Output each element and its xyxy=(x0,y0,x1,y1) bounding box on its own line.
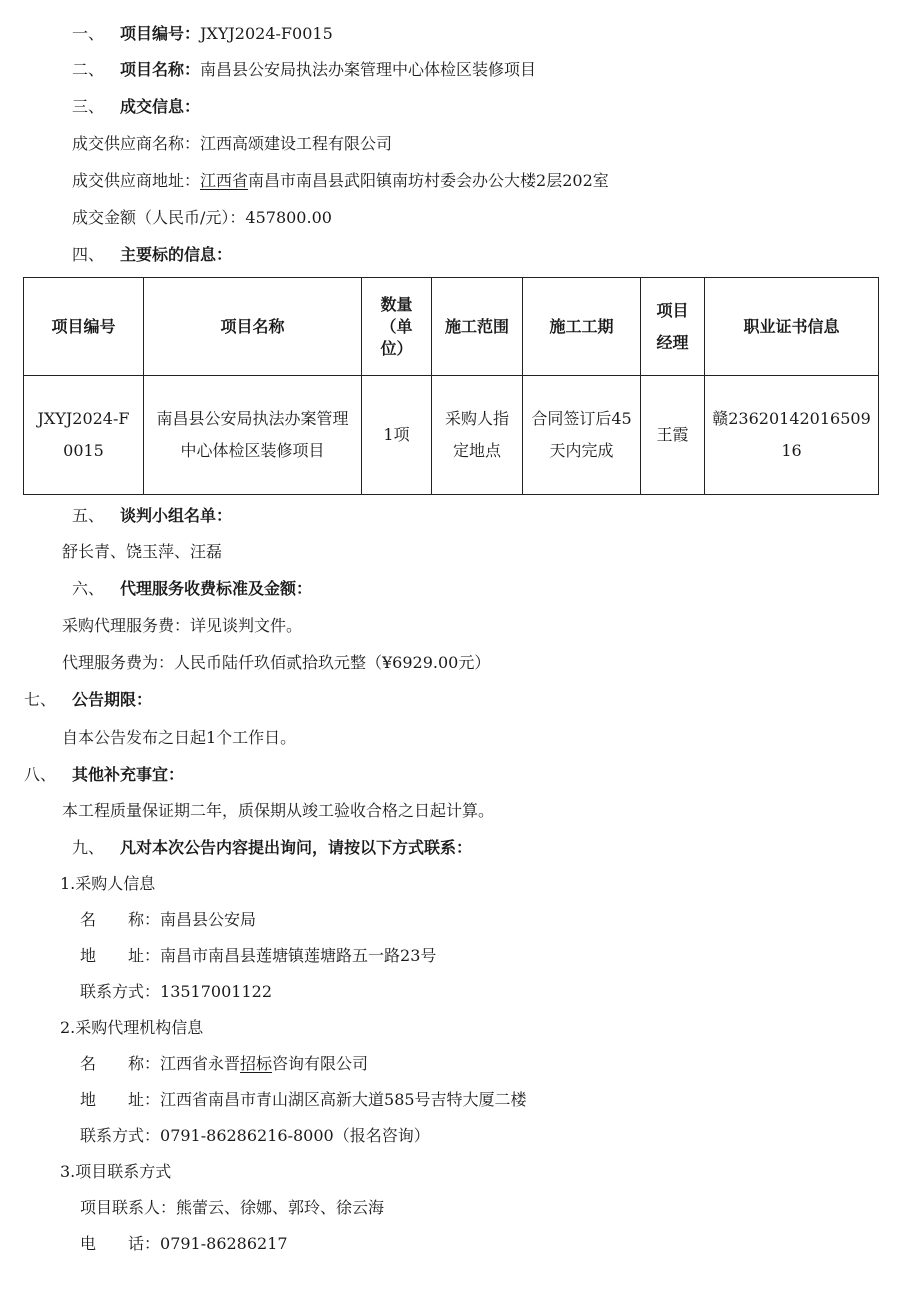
header-project-name: 项目名称 xyxy=(144,278,362,376)
supplier-name-label: 成交供应商名称： xyxy=(72,134,201,153)
section-8-title: 其他补充事宜： xyxy=(72,765,185,784)
section-1 xyxy=(72,23,333,45)
cell-manager: 王霞 xyxy=(641,376,705,495)
agency-fee-line-2: 代理服务费为：人民币陆仟玖佰贰拾玖元整（¥6929.00元） xyxy=(62,653,491,672)
purchaser-name: 南昌县公安局 xyxy=(160,910,257,929)
agency-heading: 2.采购代理机构信息 xyxy=(60,1018,204,1037)
section-8 xyxy=(24,764,184,786)
agency-contact-line xyxy=(80,1125,430,1147)
purchaser-contact-line xyxy=(80,981,272,1003)
section-5 xyxy=(72,505,232,527)
notice-period-text: 自本公告发布之日起1个工作日。 xyxy=(62,728,297,747)
project-number-value: JXYJ2024-F0015 xyxy=(200,24,333,43)
agency-address-line xyxy=(80,1089,527,1111)
supplementary-text: 本工程质量保证期二年，质保期从竣工验收合格之日起计算。 xyxy=(62,801,495,820)
section-7-title: 公告期限： xyxy=(72,690,153,709)
section-9-title: 凡对本次公告内容提出询问，请按以下方式联系： xyxy=(120,838,473,857)
agency-contact: 0791-86286216-8000（报名咨询） xyxy=(160,1126,430,1145)
section-2-number: 二、 xyxy=(72,60,105,79)
header-scope: 施工范围 xyxy=(432,278,523,376)
section-6-title: 代理服务收费标准及金额： xyxy=(120,579,313,598)
section-1-title: 项目编号： xyxy=(120,24,201,43)
supplier-address-province: 江西省 xyxy=(200,171,249,190)
header-period: 施工工期 xyxy=(523,278,641,376)
amount-line xyxy=(72,207,332,229)
project-phone-line xyxy=(80,1233,288,1255)
agency-name-underlined: 招标 xyxy=(240,1054,273,1073)
section-4 xyxy=(72,244,232,266)
section-2 xyxy=(72,59,536,81)
agency-fee-line-1: 采购代理服务费：详见谈判文件。 xyxy=(62,616,303,635)
purchaser-heading: 1.采购人信息 xyxy=(60,874,156,893)
purchaser-contact: 13517001122 xyxy=(160,982,272,1001)
section-9 xyxy=(72,837,472,859)
project-people-label: 项目联系人： xyxy=(80,1198,177,1217)
amount-value: 457800.00 xyxy=(245,208,332,227)
section-1-number: 一、 xyxy=(72,24,105,43)
header-certificate: 职业证书信息 xyxy=(705,278,879,376)
section-4-number: 四、 xyxy=(72,245,105,264)
agency-name-label: 名 称： xyxy=(80,1054,161,1073)
cell-quantity: 1项 xyxy=(362,376,432,495)
section-9-number: 九、 xyxy=(72,838,105,857)
purchaser-address-label: 地 址： xyxy=(80,946,161,965)
panel-members: 舒长青、饶玉萍、汪磊 xyxy=(62,542,223,561)
supplier-name-line xyxy=(72,133,392,155)
project-phone: 0791-86286217 xyxy=(160,1234,288,1253)
section-7-number: 七、 xyxy=(24,690,57,709)
section-3 xyxy=(72,96,200,118)
supplier-address-rest: 南昌市南昌县武阳镇南坊村委会办公大楼2层202室 xyxy=(248,171,609,190)
project-phone-label: 电 话： xyxy=(80,1234,161,1253)
project-contact-heading: 3.项目联系方式 xyxy=(60,1162,172,1181)
cell-period: 合同签订后45天内完成 xyxy=(523,376,641,495)
section-7 xyxy=(24,689,152,711)
section-2-title: 项目名称： xyxy=(120,60,201,79)
project-people: 熊蕾云、徐娜、郭玲、徐云海 xyxy=(176,1198,385,1217)
supplier-address-label: 成交供应商地址： xyxy=(72,171,201,190)
agency-name-line xyxy=(80,1053,368,1075)
cell-scope: 采购人指定地点 xyxy=(432,376,523,495)
amount-label: 成交金额（人民币/元）： xyxy=(72,208,246,227)
section-5-number: 五、 xyxy=(72,506,105,525)
table-row xyxy=(24,376,879,495)
section-3-number: 三、 xyxy=(72,97,105,116)
project-people-line xyxy=(80,1197,384,1219)
supplier-name-value: 江西高颂建设工程有限公司 xyxy=(200,134,393,153)
section-6-number: 六、 xyxy=(72,579,105,598)
section-3-title: 成交信息： xyxy=(120,97,201,116)
supplier-address-line xyxy=(72,170,609,192)
cell-certificate: 赣2362014201650916 xyxy=(705,376,879,495)
table-header-row xyxy=(24,278,879,376)
section-6 xyxy=(72,578,312,600)
agency-address: 江西省南昌市青山湖区高新大道585号吉特大厦二楼 xyxy=(160,1090,527,1109)
cell-project-number: JXYJ2024-F0015 xyxy=(24,376,144,495)
purchaser-name-label: 名 称： xyxy=(80,910,161,929)
purchaser-contact-label: 联系方式： xyxy=(80,982,161,1001)
purchaser-address: 南昌市南昌县莲塘镇莲塘路五一路23号 xyxy=(160,946,437,965)
section-4-title: 主要标的信息： xyxy=(120,245,233,264)
header-project-number: 项目编号 xyxy=(24,278,144,376)
header-quantity: 数量（单位） xyxy=(362,278,432,376)
purchaser-address-line xyxy=(80,945,436,967)
agency-contact-label: 联系方式： xyxy=(80,1126,161,1145)
cell-project-name: 南昌县公安局执法办案管理中心体检区装修项目 xyxy=(144,376,362,495)
purchaser-name-line xyxy=(80,909,256,931)
agency-address-label: 地 址： xyxy=(80,1090,161,1109)
award-info-table xyxy=(23,277,879,495)
header-manager: 项目经理 xyxy=(641,278,705,376)
section-8-number: 八、 xyxy=(24,765,57,784)
agency-name-prefix: 江西省永晋 xyxy=(160,1054,241,1073)
project-name-value: 南昌县公安局执法办案管理中心体检区装修项目 xyxy=(200,60,537,79)
section-5-title: 谈判小组名单： xyxy=(120,506,233,525)
agency-name-suffix: 咨询有限公司 xyxy=(272,1054,369,1073)
